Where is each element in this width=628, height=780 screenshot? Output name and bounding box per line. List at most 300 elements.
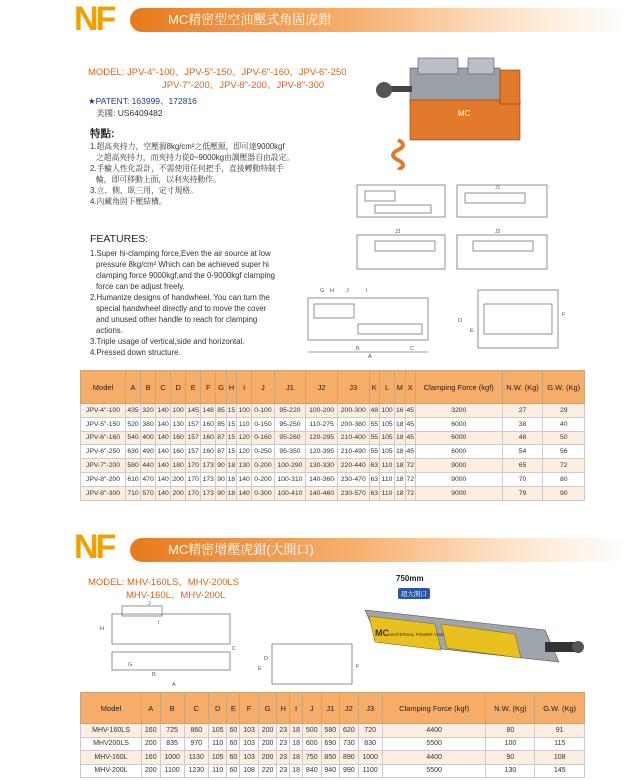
table-cell: 95-350: [274, 445, 306, 459]
model-line-2: MHV-160L、MHV-200L: [126, 590, 226, 601]
drawing2-label-d: D: [264, 656, 268, 662]
model-cell: JPV-4"-100: [81, 404, 126, 418]
section-title-bar: [130, 8, 628, 32]
table-cell: 90: [543, 486, 585, 500]
table-cell: 91: [535, 724, 585, 738]
table-cell: 18: [395, 459, 405, 473]
drawing2-label-c: C: [232, 646, 236, 652]
table-cell: 23: [277, 737, 290, 751]
table-cell: 15: [226, 417, 236, 431]
column-header: G.W. (Kg): [543, 371, 585, 404]
table-cell: 108: [535, 751, 585, 765]
table-cell: 95-260: [274, 431, 306, 445]
column-header: H: [226, 371, 236, 404]
table-row: [81, 431, 585, 445]
table-cell: 63: [369, 459, 379, 473]
table-cell: 0-300: [252, 486, 274, 500]
table-cell: 18: [395, 472, 405, 486]
column-header: F: [201, 371, 216, 404]
table-cell: 130-330: [306, 459, 338, 473]
drawing-label-j2: J2: [495, 229, 501, 235]
column-header: D: [208, 693, 227, 724]
table-cell: 5500: [382, 764, 486, 778]
model-cell: JPV-7"-200: [81, 459, 126, 473]
table-cell: 0-200: [252, 472, 274, 486]
table-cell: 72: [405, 486, 415, 500]
column-header: H: [277, 693, 290, 724]
table-cell: 140: [237, 472, 252, 486]
table-cell: 18: [395, 445, 405, 459]
table-cell: 120-295: [306, 431, 338, 445]
table-cell: 72: [405, 472, 415, 486]
table-cell: 0-150: [252, 417, 274, 431]
table-cell: 140-360: [306, 472, 338, 486]
drawing2-label-e: E: [258, 666, 262, 672]
drawing-label-f: F: [562, 312, 566, 318]
table-cell: 157: [186, 431, 201, 445]
table-cell: 100-410: [274, 486, 306, 500]
features-cn-list: [90, 141, 320, 207]
spec-table-mhv: [80, 692, 585, 778]
drawing2-label-i: I: [158, 620, 160, 626]
table-cell: 105: [208, 724, 227, 738]
feature-en-line: 4.Pressed down structure.: [90, 348, 181, 357]
table-cell: 90: [216, 472, 226, 486]
table-cell: 87: [216, 431, 226, 445]
table-cell: 18: [226, 472, 236, 486]
table-cell: 940: [321, 764, 340, 778]
table-cell: 85: [216, 404, 226, 418]
table-cell: 140: [237, 486, 252, 500]
table-cell: 160: [201, 417, 216, 431]
column-header: E: [227, 693, 240, 724]
table-cell: 170: [186, 486, 201, 500]
table-cell: 440: [141, 459, 156, 473]
table-cell: 110: [380, 472, 395, 486]
table-cell: 140: [156, 431, 171, 445]
table-cell: 100-310: [274, 472, 306, 486]
table-cell: 1130: [184, 751, 208, 765]
table-cell: 140: [156, 472, 171, 486]
table-cell: 140: [156, 459, 171, 473]
table-body: [81, 724, 585, 778]
table-cell: 18: [395, 431, 405, 445]
table-cell: 850: [321, 751, 340, 765]
table-cell: 220-440: [337, 459, 369, 473]
table-cell: 45: [405, 417, 415, 431]
table-cell: 200: [171, 472, 186, 486]
photo-label: MC: [458, 109, 471, 118]
table-cell: 500: [303, 724, 322, 738]
column-header: C: [184, 693, 208, 724]
table-cell: 105: [208, 751, 227, 765]
table-cell: 63: [369, 472, 379, 486]
table-cell: 140-460: [306, 486, 338, 500]
table-cell: 70: [502, 472, 543, 486]
table-cell: 9000: [415, 486, 502, 500]
table-cell: 80: [486, 724, 535, 738]
table-cell: 105: [380, 445, 395, 459]
table-cell: 110: [208, 737, 227, 751]
table-cell: 0-250: [252, 445, 274, 459]
table-cell: 210-490: [337, 445, 369, 459]
table-cell: 200: [258, 737, 277, 751]
table-cell: 160: [171, 445, 186, 459]
table-cell: 103: [240, 724, 259, 738]
table-cell: 63: [369, 486, 379, 500]
table-cell: 710: [126, 486, 141, 500]
table-cell: 160: [201, 431, 216, 445]
table-row: [81, 737, 585, 751]
model-list: [88, 576, 239, 602]
table-cell: 145: [535, 764, 585, 778]
feature-en-line: pressure 8kg/cm² Which can be achieved super hi: [96, 260, 269, 269]
table-cell: 18: [290, 724, 303, 738]
feature-en-line: 1.Super hi-clamping force,Even the air source at low: [90, 249, 271, 258]
table-cell: 435: [126, 404, 141, 418]
features-en-list: [90, 248, 320, 358]
table-cell: 90: [216, 486, 226, 500]
table-cell: 890: [340, 751, 359, 765]
table-cell: 4400: [382, 751, 486, 765]
table-cell: 48: [502, 431, 543, 445]
table-cell: 9000: [415, 472, 502, 486]
table-cell: 157: [186, 417, 201, 431]
table-cell: 130: [171, 417, 186, 431]
column-header: N.W. (Kg): [486, 693, 535, 724]
table-cell: 15: [226, 445, 236, 459]
feature-cn-line: 4.內藏角固下壓結構。: [90, 197, 167, 206]
drawing-label-h: H: [330, 288, 334, 294]
table-cell: 95-250: [274, 417, 306, 431]
model-list: [88, 66, 347, 92]
table-cell: 120: [237, 445, 252, 459]
column-header: N.W. (Kg): [502, 371, 543, 404]
drawing2-label-j: J: [148, 601, 151, 607]
column-header: M: [395, 371, 405, 404]
table-cell: 95-220: [274, 404, 306, 418]
section-title: MC精密型空油壓式角固虎鉗: [168, 12, 332, 27]
table-cell: 380: [141, 417, 156, 431]
model-cell: JPV-5"-150: [81, 417, 126, 431]
table-row: [81, 724, 585, 738]
table-cell: 400: [141, 431, 156, 445]
feature-cn-line: 2.手輪人性化設計，不需使用任何把手，直接轉動特制手: [90, 164, 284, 173]
column-header: Model: [81, 371, 126, 404]
drawing-label-j1: J1: [495, 185, 501, 191]
model-cell: JPV-8"-200: [81, 472, 126, 486]
table-cell: 1000: [160, 751, 184, 765]
model-cell: MHV-160L: [81, 751, 142, 765]
table-row: [81, 486, 585, 500]
brand-logo: NF: [74, 528, 114, 566]
model-cell: MHV200LS: [81, 737, 142, 751]
table-cell: 5500: [382, 737, 486, 751]
table-cell: 72: [405, 459, 415, 473]
table-row: [81, 459, 585, 473]
table-cell: 110: [380, 486, 395, 500]
drawing2-label-b: B: [152, 672, 156, 678]
section-title-bar: [130, 538, 628, 562]
table-body: [81, 404, 585, 501]
drawing-label-c: C: [410, 346, 414, 352]
table-cell: 835: [160, 737, 184, 751]
table-cell: 130: [486, 764, 535, 778]
drawing2-label-g: G: [128, 662, 133, 668]
table-cell: 580: [126, 459, 141, 473]
column-header: G: [216, 371, 226, 404]
column-header: J2: [306, 371, 338, 404]
table-cell: 29: [543, 404, 585, 418]
column-header: J2: [340, 693, 359, 724]
table-cell: 970: [184, 737, 208, 751]
table-cell: 140: [156, 445, 171, 459]
table-cell: 320: [141, 404, 156, 418]
table-cell: 0-200: [252, 459, 274, 473]
patent-line: ★PATENT: 163999、172816: [88, 96, 197, 106]
technical-drawings-2: [298, 280, 588, 360]
table-cell: 65: [502, 459, 543, 473]
table-cell: 140: [156, 486, 171, 500]
table-cell: 990: [340, 764, 359, 778]
table-row: [81, 472, 585, 486]
table-cell: 18: [290, 751, 303, 765]
table-cell: 23: [277, 751, 290, 765]
table-cell: 18: [395, 417, 405, 431]
model-cell: MHV-160LS: [81, 724, 142, 738]
table-cell: 580: [321, 724, 340, 738]
table-cell: 173: [201, 459, 216, 473]
table-cell: 40: [543, 417, 585, 431]
table-cell: 3200: [415, 404, 502, 418]
table-cell: 200: [258, 751, 277, 765]
table-cell: 0-100: [252, 404, 274, 418]
drawing2-label-a: A: [172, 682, 176, 688]
table-row: [81, 404, 585, 418]
photo2-label-text: UNIVERSAL POWER VISE: [389, 632, 445, 637]
table-cell: 725: [160, 724, 184, 738]
table-cell: 45: [405, 445, 415, 459]
table-cell: 4400: [382, 724, 486, 738]
model-cell: MHV-200L: [81, 764, 142, 778]
table-cell: 180: [171, 459, 186, 473]
column-header: J: [303, 693, 322, 724]
column-header: B: [141, 371, 156, 404]
table-cell: 18: [290, 737, 303, 751]
column-header: I: [290, 693, 303, 724]
table-cell: 45: [405, 431, 415, 445]
feature-cn-line: 3.立、側、臥三用，定寸規格。: [90, 186, 198, 195]
table-cell: 0-160: [252, 431, 274, 445]
table-cell: 18: [290, 764, 303, 778]
feature-en-line: 2.Humanize designs of handwheel. You can turn the: [90, 293, 270, 302]
table-cell: 1100: [358, 764, 382, 778]
table-cell: 750: [303, 751, 322, 765]
column-header: B: [160, 693, 184, 724]
column-header: J: [252, 371, 274, 404]
table-cell: 140: [156, 417, 171, 431]
table-cell: 18: [226, 486, 236, 500]
table-cell: 100: [171, 404, 186, 418]
column-header: L: [380, 371, 395, 404]
table-cell: 140: [156, 404, 171, 418]
table-cell: 220: [258, 764, 277, 778]
table-cell: 103: [240, 751, 259, 765]
table-cell: 160: [142, 724, 161, 738]
table-cell: 830: [358, 737, 382, 751]
table-cell: 110: [208, 764, 227, 778]
table-cell: 200: [142, 764, 161, 778]
table-cell: 60: [227, 737, 240, 751]
table-cell: 90: [216, 459, 226, 473]
table-cell: 60: [227, 751, 240, 765]
table-cell: 1000: [358, 751, 382, 765]
model-cell: JPV-8"-300: [81, 486, 126, 500]
feature-cn-line: 輪，即可移動上面，以利夾持動作。: [96, 175, 221, 184]
table-row: [81, 764, 585, 778]
table-cell: 115: [535, 737, 585, 751]
table-cell: 230-570: [337, 486, 369, 500]
table-cell: 23: [277, 724, 290, 738]
table-cell: 173: [201, 472, 216, 486]
table-cell: 160: [142, 751, 161, 765]
table-cell: 210-400: [337, 431, 369, 445]
drawing-label-e: E: [470, 328, 474, 334]
table-cell: 100: [380, 404, 395, 418]
table-cell: 27: [502, 404, 543, 418]
table-cell: 100-200: [306, 404, 338, 418]
opening-tag: 超大開口: [398, 588, 430, 599]
table-cell: 60: [227, 764, 240, 778]
table-cell: 860: [184, 724, 208, 738]
column-header: J1: [321, 693, 340, 724]
drawing2-label-f: F: [356, 664, 360, 670]
drawing-label-j3: J3: [395, 229, 401, 235]
table-cell: 1230: [184, 764, 208, 778]
table-cell: 79: [502, 486, 543, 500]
model-cell: JPV-6"-250: [81, 445, 126, 459]
drawing-label-g: G: [320, 288, 325, 294]
table-cell: 50: [543, 431, 585, 445]
table-row: [81, 417, 585, 431]
model-line-1: MODEL: MHV-160LS、MHV-200LS: [88, 577, 240, 588]
table-cell: 38: [502, 417, 543, 431]
table-cell: 54: [502, 445, 543, 459]
table-cell: 45: [405, 404, 415, 418]
table-cell: 120-395: [306, 445, 338, 459]
feature-en-line: 3.Triple usage of vertical,side and horizontal.: [90, 337, 245, 346]
table-cell: 610: [126, 472, 141, 486]
table-cell: 520: [126, 417, 141, 431]
table-cell: 148: [201, 404, 216, 418]
table-cell: 23: [277, 764, 290, 778]
drawing-label-d: D: [458, 318, 462, 324]
feature-en-line: clamping force 9000kgf,and the 0-9000kgf clamping: [96, 271, 276, 280]
column-header: C: [156, 371, 171, 404]
table-cell: 56: [543, 445, 585, 459]
table-cell: 690: [321, 737, 340, 751]
table-cell: 55: [369, 445, 379, 459]
table-cell: 200-380: [337, 417, 369, 431]
table-cell: 145: [186, 404, 201, 418]
brand-logo: NF: [74, 0, 114, 38]
column-header: G: [258, 693, 277, 724]
large-vise-photo: [345, 590, 585, 685]
table-cell: 600: [303, 737, 322, 751]
table-cell: 120: [237, 431, 252, 445]
table-cell: 87: [216, 445, 226, 459]
table-cell: 170: [186, 459, 201, 473]
table-cell: 160: [201, 445, 216, 459]
table-cell: 6000: [415, 431, 502, 445]
table-cell: 18: [395, 486, 405, 500]
model-line-1: MODEL: JPV-4"-100、JPV-5"-150、JPV-6"-160、JPV-6"-250: [88, 67, 347, 78]
table-row: [81, 751, 585, 765]
spec-table-jpv: [80, 370, 585, 501]
table-cell: 100: [486, 737, 535, 751]
table-cell: 200: [258, 724, 277, 738]
table-cell: 15: [226, 404, 236, 418]
column-header: E: [186, 371, 201, 404]
table-cell: 85: [216, 417, 226, 431]
column-header: J1: [274, 371, 306, 404]
patent-info: [88, 95, 197, 119]
drawing2-label-h: H: [100, 626, 104, 632]
table-cell: 200-300: [337, 404, 369, 418]
feature-en-line: special handwheel directly and to move the cover: [96, 304, 267, 313]
table-cell: 160: [171, 431, 186, 445]
column-header: J3: [358, 693, 382, 724]
table-cell: 9000: [415, 459, 502, 473]
table-cell: 110: [237, 417, 252, 431]
table-row: [81, 445, 585, 459]
feature-en-line: force can be adjust freely.: [96, 282, 185, 291]
patent-us: 美國: US6409482: [96, 108, 163, 118]
table-cell: 170: [186, 472, 201, 486]
table-cell: 60: [227, 724, 240, 738]
table-cell: 105: [380, 417, 395, 431]
table-cell: 540: [126, 431, 141, 445]
feature-en-line: actions.: [96, 326, 123, 335]
table-cell: 490: [141, 445, 156, 459]
vise-photo: [370, 40, 540, 170]
table-cell: 108: [240, 764, 259, 778]
table-cell: 720: [358, 724, 382, 738]
table-cell: 470: [141, 472, 156, 486]
feature-cn-line: 1.超高夾持力，空壓源8kg/cm²之低壓源，即可達9000kgf: [90, 142, 285, 151]
table-cell: 6000: [415, 445, 502, 459]
feature-cn-line: 之超高夾持力，而夾持力從0~9000kg由調壓器自由設定。: [96, 153, 295, 162]
table-cell: 110-275: [306, 417, 338, 431]
model-cell: JPV-6"-160: [81, 431, 126, 445]
table-cell: 110: [380, 459, 395, 473]
features-en-title: FEATURES:: [90, 233, 149, 245]
column-header: G.W. (Kg): [535, 693, 585, 724]
drawing-label-j: J: [346, 288, 349, 294]
drawing-label-b: B: [356, 346, 360, 352]
table-cell: 157: [186, 445, 201, 459]
drawing-label-a: A: [368, 354, 372, 360]
table-cell: 105: [380, 431, 395, 445]
column-header: J3: [337, 371, 369, 404]
table-cell: 730: [340, 737, 359, 751]
table-cell: 173: [201, 486, 216, 500]
technical-drawings-1: [355, 175, 555, 275]
column-header: I: [237, 371, 252, 404]
table-cell: 90: [486, 751, 535, 765]
table-cell: 16: [395, 404, 405, 418]
table-cell: 200: [142, 737, 161, 751]
